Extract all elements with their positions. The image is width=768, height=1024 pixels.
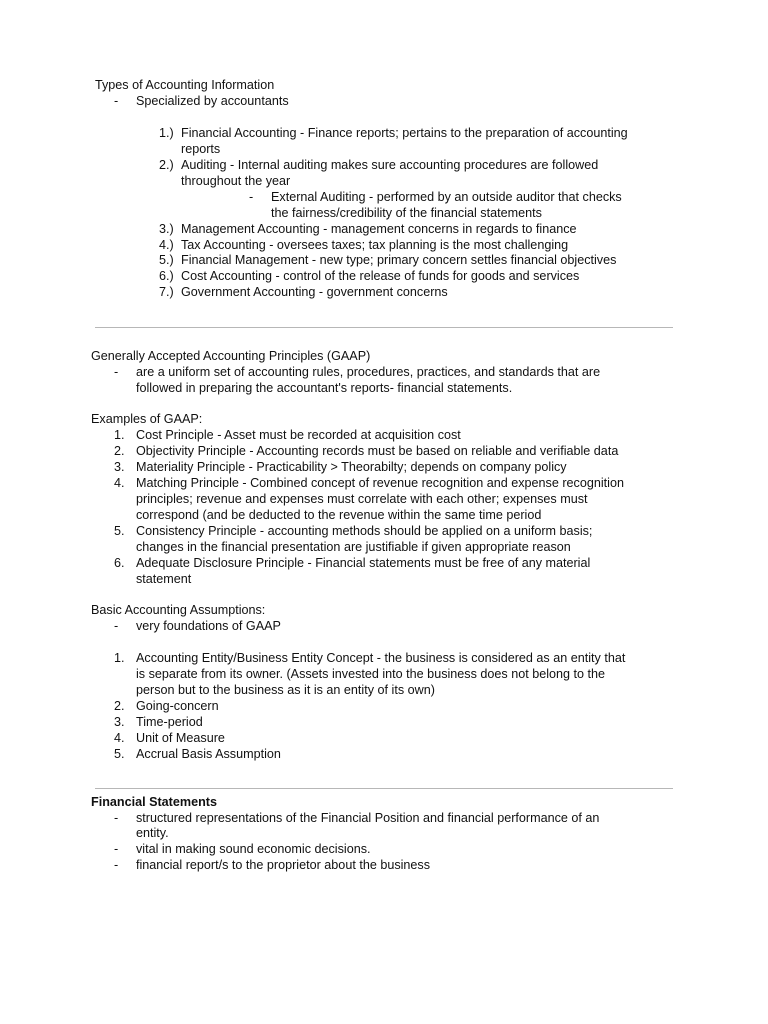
- bullet-dash: -: [114, 365, 119, 379]
- item-number: 7.): [159, 285, 174, 299]
- item-number: 3.): [159, 222, 174, 236]
- bullet-text: entity.: [136, 826, 169, 840]
- item-text: Management Accounting - management concerns in regards to finance: [181, 222, 577, 236]
- horizontal-divider: [95, 788, 673, 789]
- examples-title: Examples of GAAP:: [91, 412, 203, 426]
- sub-item-text: the fairness/credibility of the financial statements: [271, 206, 542, 220]
- item-text: Government Accounting - government concerns: [181, 285, 448, 299]
- example-text: changes in the financial presentation are justifiable if given appropriate reason: [136, 540, 571, 554]
- assumption-number: 2.: [114, 699, 125, 713]
- bullet-dash: -: [114, 842, 119, 856]
- assumption-number: 3.: [114, 715, 125, 729]
- section-title-types: Types of Accounting Information: [95, 78, 275, 92]
- bullet-dash: -: [114, 619, 119, 633]
- assumption-text: Accounting Entity/Business Entity Concept - the business is considered as an entity that: [136, 651, 626, 665]
- bullet-text: vital in making sound economic decisions.: [136, 842, 371, 856]
- item-number: 1.): [159, 126, 174, 140]
- item-text: Financial Management - new type; primary concern settles financial objectives: [181, 253, 617, 267]
- section-title-financial-statements: Financial Statements: [91, 795, 217, 809]
- gaap-definition: followed in preparing the accountant's reports- financial statements.: [136, 381, 513, 395]
- assumptions-subtitle: very foundations of GAAP: [136, 619, 281, 633]
- item-number: 2.): [159, 158, 174, 172]
- example-text: Adequate Disclosure Principle - Financial statements must be free of any material: [136, 556, 591, 570]
- example-text: Consistency Principle - accounting methods should be applied on a uniform basis;: [136, 524, 593, 538]
- example-number: 2.: [114, 444, 125, 458]
- gaap-definition: are a uniform set of accounting rules, procedures, practices, and standards that are: [136, 365, 601, 379]
- sub-bullet-dash: -: [249, 190, 254, 204]
- example-text: Materiality Principle - Practicability > Theorabilty; depends on company policy: [136, 460, 567, 474]
- example-number: 1.: [114, 428, 125, 442]
- item-text: Financial Accounting - Finance reports; pertains to the preparation of accounting: [181, 126, 628, 140]
- assumption-text: Time-period: [136, 715, 203, 729]
- bullet-text: financial report/s to the proprietor about the business: [136, 858, 431, 872]
- sub-item-text: External Auditing - performed by an outside auditor that checks: [271, 190, 622, 204]
- bullet-dash: -: [114, 94, 119, 108]
- horizontal-divider: [95, 327, 673, 328]
- assumption-number: 4.: [114, 731, 125, 745]
- example-text: correspond (and be deducted to the revenue within the same time period: [136, 508, 542, 522]
- example-number: 3.: [114, 460, 125, 474]
- item-text: Auditing - Internal auditing makes sure accounting procedures are followed: [181, 158, 599, 172]
- item-number: 5.): [159, 253, 174, 267]
- example-text: Matching Principle - Combined concept of revenue recognition and expense recognition: [136, 476, 624, 490]
- example-text: statement: [136, 572, 192, 586]
- assumption-text: Unit of Measure: [136, 731, 225, 745]
- bullet-dash: -: [114, 811, 119, 825]
- assumptions-title: Basic Accounting Assumptions:: [91, 603, 266, 617]
- example-text: principles; revenue and expenses must correlate with each other; expenses must: [136, 492, 588, 506]
- example-number: 4.: [114, 476, 125, 490]
- assumption-text: person but to the business as it is an entity of its own): [136, 683, 435, 697]
- item-text: Tax Accounting - oversees taxes; tax planning is the most challenging: [181, 238, 569, 252]
- item-number: 4.): [159, 238, 174, 252]
- assumption-number: 1.: [114, 651, 125, 665]
- assumption-text: is separate from its owner. (Assets invested into the business does not belong to the: [136, 667, 606, 681]
- example-number: 5.: [114, 524, 125, 538]
- assumption-text: Accrual Basis Assumption: [136, 747, 281, 761]
- item-text: reports: [181, 142, 221, 156]
- example-number: 6.: [114, 556, 125, 570]
- bullet-dash: -: [114, 858, 119, 872]
- example-text: Objectivity Principle - Accounting records must be based on reliable and verifiable data: [136, 444, 619, 458]
- example-text: Cost Principle - Asset must be recorded at acquisition cost: [136, 428, 461, 442]
- item-number: 6.): [159, 269, 174, 283]
- assumption-text: Going-concern: [136, 699, 219, 713]
- subtitle-specialized: Specialized by accountants: [136, 94, 289, 108]
- item-text: Cost Accounting - control of the release of funds for goods and services: [181, 269, 580, 283]
- section-title-gaap: Generally Accepted Accounting Principles (GAAP): [91, 349, 371, 363]
- assumption-number: 5.: [114, 747, 125, 761]
- item-text: throughout the year: [181, 174, 291, 188]
- bullet-text: structured representations of the Financial Position and financial performance of an: [136, 811, 600, 825]
